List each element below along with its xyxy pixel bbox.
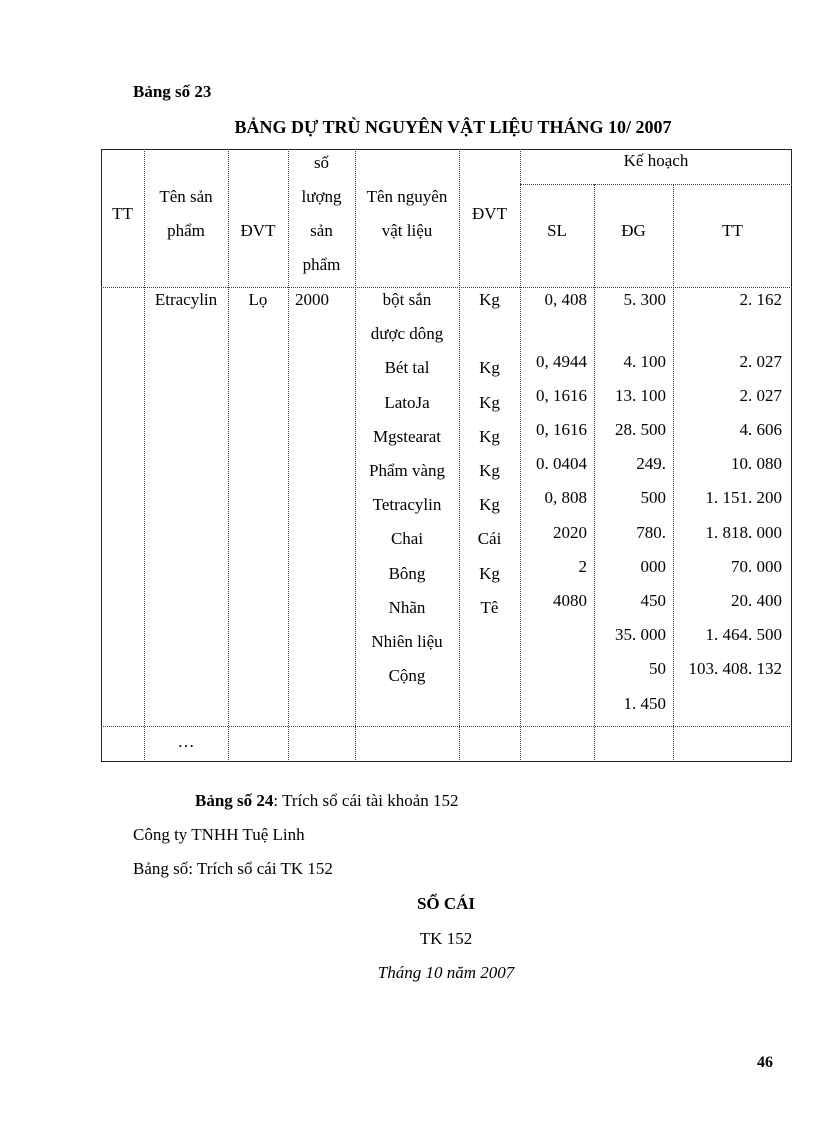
section24-label: Bảng số 24 xyxy=(195,791,274,810)
sl-value: 0. 0404 xyxy=(536,454,587,473)
sl-value: 2 xyxy=(578,557,587,576)
unit-item: Kg xyxy=(479,461,500,480)
tt-value: 1. 818. 000 xyxy=(705,523,782,542)
product-name: Etracylin xyxy=(154,290,218,309)
dg-value: 500 xyxy=(640,488,666,507)
tt-value: 2. 162 xyxy=(739,290,782,309)
header-qty-line3: sản xyxy=(310,221,333,240)
tt-value: 20. 400 xyxy=(731,591,782,610)
tt-value: 70. 000 xyxy=(731,557,782,576)
unit-item: Kg xyxy=(479,290,500,309)
header-qty-line4: phẩm xyxy=(302,255,341,274)
ledger-period: Tháng 10 năm 2007 xyxy=(377,963,515,982)
material-item: Nhãn xyxy=(388,598,426,617)
material-item: Chai xyxy=(390,529,424,548)
header-qty-line2: lượng xyxy=(301,187,342,206)
header-unit: ĐVT xyxy=(240,221,276,240)
sl-value: 4080 xyxy=(553,591,587,610)
header-material-line1: Tên nguyên xyxy=(366,187,448,206)
sl-value: 2020 xyxy=(553,523,587,542)
product-qty: 2000 xyxy=(295,290,329,309)
dg-value: 1. 450 xyxy=(623,694,666,713)
tt-total-value: 103. 408. 132 xyxy=(688,659,782,678)
table-title: BẢNG DỰ TRÙ NGUYÊN VẬT LIỆU THÁNG 10/ 2007 xyxy=(234,117,672,137)
ledger-subtitle: Bảng số: Trích sổ cái TK 152 xyxy=(133,859,333,878)
ledger-account: TK 152 xyxy=(419,929,473,948)
ellipsis-cell: … xyxy=(177,732,195,751)
tt-value: 1. 464. 500 xyxy=(705,625,782,644)
header-unit2: ĐVT xyxy=(472,204,507,223)
material-item: Tetracylin xyxy=(372,495,442,514)
material-item: bột sắn xyxy=(382,290,432,309)
dg-value: 13. 100 xyxy=(615,386,666,405)
header-tt: TT xyxy=(112,204,133,223)
section24-text: : Trích sổ cái tài khoản 152 xyxy=(273,791,459,810)
dg-value: 28. 500 xyxy=(615,420,666,439)
header-qty-line1: số xyxy=(313,153,330,172)
tt-value: 2. 027 xyxy=(739,352,782,371)
dg-value: 5. 300 xyxy=(623,290,666,309)
material-item: LatoJa xyxy=(384,393,430,412)
row-divider xyxy=(520,184,792,185)
sl-value: 0, 808 xyxy=(544,488,587,507)
dg-value: 780. xyxy=(636,523,666,542)
dg-value: 4. 100 xyxy=(623,352,666,371)
company-name: Công ty TNHH Tuệ Linh xyxy=(133,825,305,844)
material-item: Phẩm vàng xyxy=(368,461,446,480)
tt-value: 4. 606 xyxy=(739,420,782,439)
header-tt2: TT xyxy=(722,221,743,240)
header-product-line2: phẩm xyxy=(167,221,205,240)
unit-item: Kg xyxy=(479,393,500,412)
header-material-line2: vật liệu xyxy=(381,221,433,240)
unit-item: Kg xyxy=(479,495,500,514)
header-plan: Kế hoạch xyxy=(623,151,689,170)
unit-item: Cái xyxy=(477,529,502,548)
tt-value: 1. 151. 200 xyxy=(705,488,782,507)
header-product-line1: Tên sản xyxy=(159,187,213,206)
tt-value: 10. 080 xyxy=(731,454,782,473)
material-item: Mgstearat xyxy=(373,427,441,446)
unit-item: Kg xyxy=(479,358,500,377)
tt-value: 2. 027 xyxy=(739,386,782,405)
material-total-label: Cộng xyxy=(388,666,426,685)
dg-value: 450 xyxy=(640,591,666,610)
unit-item: Kg xyxy=(479,564,500,583)
dg-value: 249. xyxy=(636,454,666,473)
unit-item: Tê xyxy=(480,598,499,617)
material-item: Nhiên liệu xyxy=(371,632,443,651)
section24-heading xyxy=(195,791,459,811)
material-item: dược dông xyxy=(370,324,444,343)
table-number-label: Bảng số 23 xyxy=(133,82,212,101)
header-sl: SL xyxy=(547,221,567,240)
dg-value: 35. 000 xyxy=(615,625,666,644)
ledger-title: SỔ CÁI xyxy=(416,894,476,913)
page-number: 46 xyxy=(757,1054,773,1071)
dg-value: 000 xyxy=(640,557,666,576)
sl-value: 0, 408 xyxy=(544,290,587,309)
header-dg: ĐG xyxy=(621,221,646,240)
material-item: Bét tal xyxy=(384,358,430,377)
sl-value: 0, 4944 xyxy=(536,352,587,371)
sl-value: 0, 1616 xyxy=(536,420,587,439)
unit-item: Kg xyxy=(479,427,500,446)
sl-value: 0, 1616 xyxy=(536,386,587,405)
dg-value: 50 xyxy=(649,659,666,678)
material-item: Bông xyxy=(388,564,426,583)
product-unit: Lọ xyxy=(248,290,268,309)
